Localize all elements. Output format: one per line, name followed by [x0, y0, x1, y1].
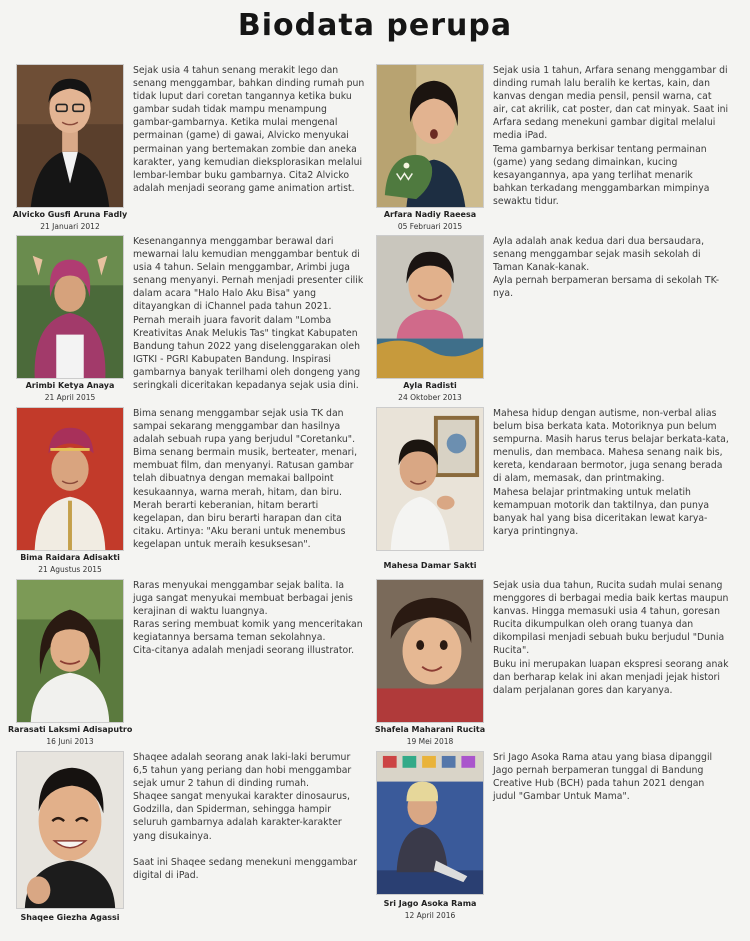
artist-bio: Shaqee adalah seorang anak laki-laki berumur 6,5 tahun yang periang dan hobi menggambar sejak umur 2 tahun di dinding rumah. Shaqee sangat menyukai karakter dinosaurus, Godzilla, dan Spiderman, sehingga hampir seluruh gambarnya adalah karakter-karakter yang disukainya. Saat ini Shaqee sedang menekuni menggambar digital di iPad. [133, 752, 358, 881]
artist-bio: Ayla adalah anak kedua dari dua bersaudara, senang menggambar sejak masih sekolah di Taman Kanak-kanak. Ayla pernah berpameran bersama di sekolah TK-nya. [493, 236, 720, 300]
artist-bio: Bima senang menggambar sejak usia TK dan sampai sekarang menggambar dan hasilnya adalah sebuah rupa yang berjudul "Coretanku". Bima senang bermain musik, berteater, menari, membuat film, dan menyanyi. Ratusan gambar telah dibuatnya dengan memakai ballpoint kesukaannya, warna merah, hitam, dan biru. Merah berarti keberanian, hitam berarti kegelapan, dan biru berarti harapan dan cita citaku. Artinya: "Aku berani untuk menembus kegelapan untuk meraih kesuksesan". [133, 408, 358, 550]
artist-name: Shaqee Giezha Agassi [20, 913, 120, 922]
artist-name: Rarasati Laksmi Adisaputro [8, 725, 133, 734]
artist-bio: Kesenangannya menggambar berawal dari mewarnai lalu kemudian menggambar bentuk di usia 4 tahun. Selain menggambar, Arimbi juga senang menyanyi. Pernah menjadi presenter cilik dalam acara "Halo Halo Aku Bisa" yang ditayangkan di iChannel pada tahun 2021. Pernah meraih juara favorit dalam "Lomba Kreativitas Anak Melukis Tas" tingkat Kabupaten Bandung tahun 2022 yang diselenggarakan oleh IGTKI - PGRI Kabupaten Bandung. Inspirasi gambarnya banyak terilhami oleh dongeng yang seringkali diceritakan kepadanya sejak usia dini. [133, 236, 364, 392]
boy-smiling-photo [16, 751, 124, 909]
artist-bio: Raras menyukai menggambar sejak balita. Ia juga sangat menyukai membuat berbagai jenis kerajinan di waktu luangnya. Raras sering membuat komik yang menceritakan kegiatannya bersama teman sekolahnya. Cita-citanya adalah menjadi seorang illustrator. [133, 580, 363, 657]
artist-name: Alvicko Gusfi Aruna Fadly [12, 210, 128, 219]
page-title: Biodata perupa [237, 8, 513, 43]
artist-name: Ayla Radisti [403, 381, 457, 390]
artist-bio: Sejak usia dua tahun, Rucita sudah mulai senang menggores di berbagai media baik kertas maupun kanvas. Hingga memasuki usia 4 tahun, goresan Rucita dikumpulkan oleh orang tuanya dan dikompilasi menjadi sebuah buku berjudul "Dunia Rucita". Buku ini merupakan luapan ekspresi seorang anak dan berharap kelak ini akan menjadi jejak histori dalam perjalanan gores dan karyanya. [493, 580, 729, 696]
artist-bio: Sejak usia 4 tahun senang merakit lego dan senang menggambar, bahkan dinding rumah pun tidak luput dari coretan tangannya ketika buku gambar sudah tidak mampu menampung gambar-gambarnya. Ketika mulai mengenal permainan (game) di gawai, Alvicko menyukai permainan yang bertemakan zombie dan aneka karakter, yang kemudian dieksplorasikan melalui lembar-lembar buku gambarnya. Cita2 Alvicko adalah menjadi seorang game animation artist. [133, 65, 365, 194]
artist-birthdate: 21 Agustus 2015 [38, 565, 102, 574]
girl-smiling-photo [376, 235, 484, 379]
boy-with-painting-photo [376, 407, 484, 551]
artist-name: Mahesa Damar Sakti [383, 561, 477, 570]
artist-name: Shafela Maharani Rucita [374, 725, 486, 734]
artist-birthdate: 19 Mei 2018 [406, 737, 454, 746]
toddler-girl-photo [376, 579, 484, 723]
artist-name: Arfara Nadiy Raeesa [383, 210, 477, 219]
artist-birthdate: 16 Juni 2013 [46, 737, 94, 746]
artist-birthdate: 05 Februari 2015 [397, 222, 463, 231]
boy-traditional-headdress-photo [16, 407, 124, 551]
artist-birthdate: 21 Januari 2012 [40, 222, 100, 231]
artist-birthdate: 21 April 2015 [44, 393, 96, 402]
boy-in-suit-photo [16, 64, 124, 208]
artist-bio: Sejak usia 1 tahun, Arfara senang menggambar di dinding rumah lalu beralih ke kertas, kain, dan kanvas dengan media pensil, pensil warna, cat air, cat akrilik, cat poster, dan cat minyak. Saat ini Arfara sedang menekuni gambar digital melalui media iPad. Tema gambarnya berkisar tentang permainan (game) yang sedang dimainkan, kucing kesayangannya, apa yang terlihat menarik bahkan terkadang menggambarkan mimpinya sewaktu tidur. [493, 65, 729, 207]
child-with-dinosaur-photo [376, 64, 484, 208]
artist-name: Bima Raidara Adisakti [20, 553, 120, 562]
artist-birthdate: 24 Oktober 2013 [398, 393, 462, 402]
artist-name: Sri Jago Asoka Rama [383, 899, 477, 908]
girl-in-pink-hoodie-photo [16, 235, 124, 379]
artist-birthdate: 12 April 2016 [404, 911, 456, 920]
girl-with-bangs-photo [16, 579, 124, 723]
boy-sitting-at-exhibition-photo [376, 751, 484, 895]
artist-bio: Mahesa hidup dengan autisme, non-verbal alias belum bisa berkata kata. Motoriknya pun belum sempurna. Masih harus terus belajar berkata-kata, menulis, dan membaca. Mahesa senang naik bis, kereta, kendaraan bermotor, juga senang berada di alam, memasak, dan printmaking. Mahesa belajar printmaking untuk melatih kemampuan motorik dan taktilnya, dan punya banyak hal yang bisa diceritakan lewat karya-karya printingnya. [493, 408, 729, 537]
artist-name: Arimbi Ketya Anaya [25, 381, 115, 390]
artist-bio: Sri Jago Asoka Rama atau yang biasa dipanggil Jago pernah berpameran tunggal di Bandung Creative Hub (BCH) pada tahun 2021 dengan judul "Gambar Untuk Mama". [493, 752, 713, 803]
